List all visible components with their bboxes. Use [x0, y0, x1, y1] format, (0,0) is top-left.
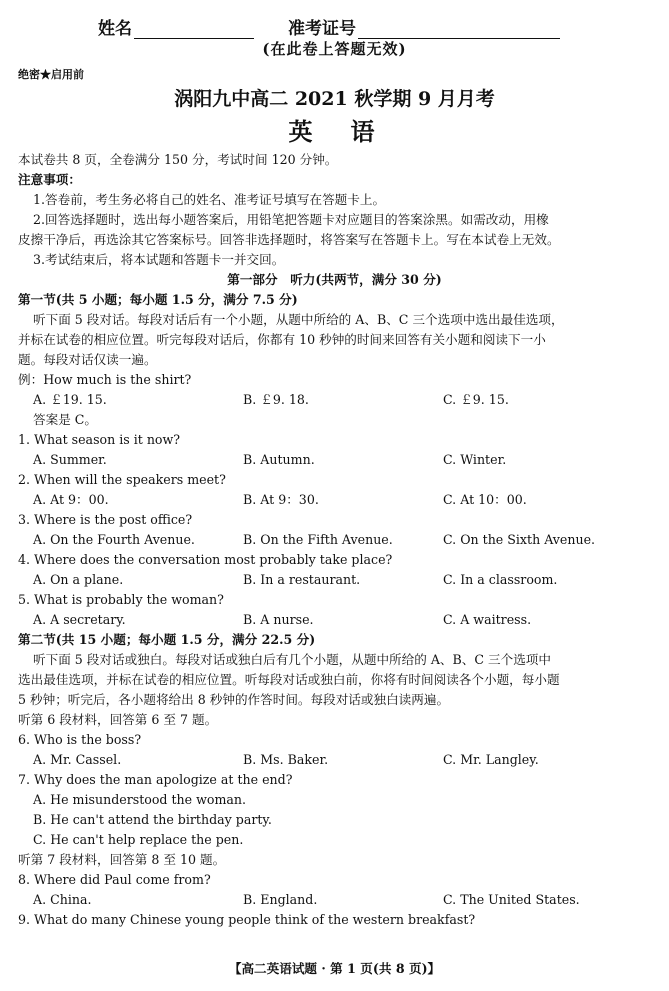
- q7-option-c: C. He can't help replace the pen.: [33, 832, 244, 847]
- subject-title: [0, 112, 669, 147]
- section-1-instructions-2: 并标在试卷的相应位置。听完每段对话后，你都有 10 秒钟的时间来回答有关小题和阅读下一小: [18, 332, 546, 347]
- exam-summary: 本试卷共 8 页，全卷满分 150 分，考试时间 120 分钟。: [18, 152, 338, 167]
- q3-option-c: C. On the Sixth Avenue.: [443, 532, 596, 547]
- secret-mark: 绝密★启用前: [18, 68, 84, 81]
- q2-option-a: A. At 9：00.: [33, 492, 109, 507]
- example-answer: 答案是 C。: [33, 412, 98, 427]
- question-5: 5. What is probably the woman?: [18, 592, 224, 607]
- part-1-title: 第一部分 听力(共两节，满分 30 分): [227, 272, 442, 287]
- question-2: 2. When will the speakers meet?: [18, 472, 226, 487]
- q6-option-c: C. Mr. Langley.: [443, 752, 539, 767]
- material-6-note: 听第 6 段材料，回答第 6 至 7 题。: [18, 712, 218, 727]
- q7-option-a: A. He misunderstood the woman.: [33, 792, 247, 807]
- note-3: 3.考试结束后，将本试题和答题卡一并交回。: [33, 252, 285, 267]
- notes-title: 注意事项：: [18, 172, 81, 187]
- q4-option-a: A. On a plane.: [33, 572, 124, 587]
- exam-number-field: [288, 14, 560, 39]
- material-7-note: 听第 7 段材料，回答第 8 至 10 题。: [18, 852, 226, 867]
- q6-option-b: B. Ms. Baker.: [243, 752, 329, 767]
- invalid-note: (在此卷上答题无效): [262, 40, 407, 58]
- q5-option-a: A. A secretary.: [33, 612, 126, 627]
- question-3: 3. Where is the post office?: [18, 512, 193, 527]
- section-2-title: 第二节(共 15 小题；每小题 1.5 分，满分 22.5 分): [18, 632, 316, 647]
- name-field: [98, 14, 254, 39]
- q8-option-b: B. England.: [243, 892, 318, 907]
- section-1-instructions-3: 题。每段对话仅读一遍。: [18, 352, 157, 367]
- q1-option-c: C. Winter.: [443, 452, 507, 467]
- example-question: 例：How much is the shirt?: [18, 372, 192, 387]
- example-option-c: C. ￡9. 15.: [443, 392, 509, 407]
- name-label: 姓名: [98, 19, 132, 39]
- q5-option-c: C. A waitress.: [443, 612, 532, 627]
- q3-option-a: A. On the Fourth Avenue.: [33, 532, 195, 547]
- name-blank: [134, 20, 254, 39]
- q8-option-c: C. The United States.: [443, 892, 580, 907]
- note-2: 2.回答选择题时，选出每小题答案后，用铅笔把答题卡对应题目的答案涂黑。如需改动，用橡: [33, 212, 549, 227]
- question-4: 4. Where does the conversation most probably take place?: [18, 552, 393, 567]
- q3-option-b: B. On the Fifth Avenue.: [243, 532, 393, 547]
- q1-option-a: A. Summer.: [33, 452, 107, 467]
- example-option-a: A. ￡19. 15.: [33, 392, 107, 407]
- q2-option-b: B. At 9：30.: [243, 492, 319, 507]
- note-2-cont: 皮擦干净后，再选涂其它答案标号。回答非选择题时，将答案写在答题卡上。写在本试卷上无效。: [18, 232, 560, 247]
- exam-title: 涡阳九中高二 2021 秋学期 9 月月考: [174, 88, 495, 110]
- section-2-instructions-3: 5 秒钟；听完后，各小题将给出 8 秒钟的作答时间。每段对话或独白读两遍。: [18, 692, 450, 707]
- question-8: 8. Where did Paul come from?: [18, 872, 211, 887]
- subject-char-2: 语: [350, 117, 381, 146]
- subject-char-1: 英: [288, 117, 319, 146]
- section-1-title: 第一节(共 5 小题；每小题 1.5 分，满分 7.5 分): [18, 292, 298, 307]
- q4-option-c: C. In a classroom.: [443, 572, 558, 587]
- section-1-instructions: 听下面 5 段对话。每段对话后有一个小题，从题中所给的 A、B、C 三个选项中选出最佳选项，: [33, 312, 564, 327]
- exam-number-label: 准考证号: [288, 19, 356, 39]
- q1-option-b: B. Autumn.: [243, 452, 315, 467]
- section-2-instructions-2: 选出最佳选项，并标在试卷的相应位置。听每段对话或独白前，你将有时间阅读各个小题，每小题: [18, 672, 560, 687]
- q5-option-b: B. A nurse.: [243, 612, 314, 627]
- question-1: 1. What season is it now?: [18, 432, 181, 447]
- q8-option-a: A. China.: [33, 892, 92, 907]
- candidate-fields: [0, 14, 669, 38]
- page-footer: 【高二英语试题 · 第 1 页(共 8 页)】: [228, 961, 441, 976]
- q4-option-b: B. In a restaurant.: [243, 572, 361, 587]
- q7-option-b: B. He can't attend the birthday party.: [33, 812, 272, 827]
- question-7: 7. Why does the man apologize at the end?: [18, 772, 293, 787]
- note-1: 1.答卷前，考生务必将自己的姓名、准考证号填写在答题卡上。: [33, 192, 386, 207]
- question-9: 9. What do many Chinese young people think of the western breakfast?: [18, 912, 476, 927]
- exam-number-blank: [358, 20, 560, 39]
- q2-option-c: C. At 10：00.: [443, 492, 527, 507]
- question-6: 6. Who is the boss?: [18, 732, 142, 747]
- q6-option-a: A. Mr. Cassel.: [33, 752, 122, 767]
- section-2-instructions: 听下面 5 段对话或独白。每段对话或独白后有几个小题，从题中所给的 A、B、C 三个选项中: [33, 652, 551, 667]
- example-option-b: B. ￡9. 18.: [243, 392, 309, 407]
